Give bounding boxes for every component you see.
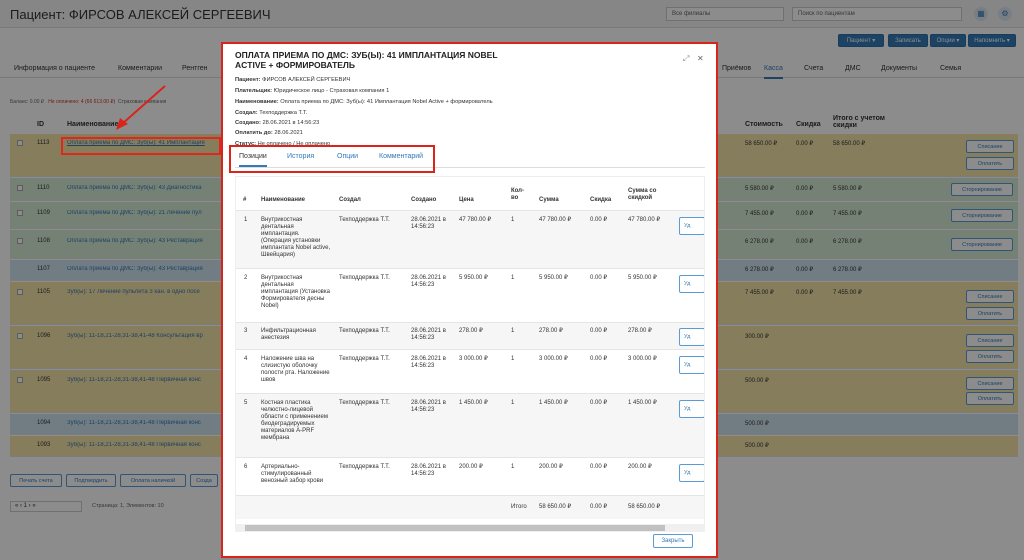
row-discount: 0.00 ₽ xyxy=(796,186,814,192)
row-cost: 300.00 ₽ xyxy=(745,334,769,340)
row-name-link[interactable]: Зуб(ы): 11-18,21-28,31-38,41-48 Первичная конс xyxy=(67,377,201,383)
balance-text: Баланс: 0.00 ₽ xyxy=(10,99,45,105)
row-cost: 6 278.00 ₽ xyxy=(745,267,774,273)
pay-button[interactable]: Оплатить xyxy=(966,350,1014,363)
writeoff-button[interactable]: Списание xyxy=(966,140,1014,153)
pagination[interactable]: « ‹ 1 › » xyxy=(10,501,82,512)
totals-row xyxy=(236,495,705,519)
info-payer: Плательщик: Юридическое лицо - Страховая компания 1 xyxy=(235,88,390,94)
tab-visits[interactable]: Приёмов xyxy=(722,65,752,72)
col-discount: Скидка xyxy=(796,121,821,128)
row-id: 1094 xyxy=(37,420,51,426)
row-name-link[interactable]: Зуб(ы): 17 Лечение пульпита 3 кан. в одно посе xyxy=(67,289,200,295)
close-icon[interactable]: ✕ xyxy=(697,54,704,63)
grid-icon[interactable]: ▦ xyxy=(974,7,988,21)
totals-label: Итого xyxy=(511,504,527,510)
patient-search-input[interactable]: Поиск по пациентам xyxy=(792,7,962,21)
highlight-tabs xyxy=(229,145,435,173)
tab-family[interactable]: Семья xyxy=(940,65,962,72)
storno-button[interactable]: Сторнирование xyxy=(951,238,1013,251)
branch-select[interactable]: Все филиалы xyxy=(666,7,784,21)
tab-xray[interactable]: Рентген xyxy=(182,65,208,72)
table-row: 4 Наложение шва на слизистую оболочку полости рта. Наложение швов Техподдержка Т.Т. 28.06.2021 в 14:56:23 3 000.00 ₽ 1 3 000.00 ₽ 0.00 ₽ 3 000.00 ₽ Уд xyxy=(236,349,705,393)
pay-button[interactable]: Оплатить xyxy=(966,307,1014,320)
delete-button[interactable]: Уд xyxy=(679,328,705,346)
row-id: 1105 xyxy=(37,289,50,295)
col-created: Создано xyxy=(411,197,437,203)
tab-options[interactable]: Опции xyxy=(337,153,359,160)
table-row: 3 Инфильтрационная анестезия Техподдержка Т.Т. 28.06.2021 в 14:56:23 278.00 ₽ 1 278.00 ₽ 0.00 ₽ 278.00 ₽ Уд xyxy=(236,322,705,349)
expand-icon[interactable]: ⤢ xyxy=(683,54,690,63)
table-row: 2 Внутрикостная дентальная имплантация (Установка Формирователя десны Nobel) Техподдержка Т.Т. 28.06.2021 в 14:56:23 5 950.00 ₽ 1 5 950.00 ₽ 0.00 ₽ 5 950.00 ₽ Уд xyxy=(236,268,705,322)
delete-button[interactable]: Уд xyxy=(679,217,705,235)
row-cost: 5 580.00 ₽ xyxy=(745,186,774,192)
delete-button[interactable]: Уд xyxy=(679,356,705,374)
totals-sum: 58 650.00 ₽ xyxy=(539,504,572,510)
table-row: 1 Внутрикостная дентальная имплантация. (Операция установки имплантата Nobel active, Швейцария) Техподдержка Т.Т. 28.06.2021 в 14:56:23 47 780.00 ₽ 1 47 780.00 ₽ 0.00 ₽ 47 780.00 ₽ Уд xyxy=(236,210,705,268)
tab-patient-info[interactable]: Информация о пациенте xyxy=(14,65,96,72)
row-name-link[interactable]: Оплата приема по ДМС: Зуб(ы): 43 Реставрация xyxy=(67,266,203,272)
row-discount: 0.00 ₽ xyxy=(796,211,814,217)
row-total: 6 278.00 ₽ xyxy=(833,239,862,245)
horizontal-scrollbar[interactable] xyxy=(235,524,705,532)
row-id: 1109 xyxy=(37,210,50,216)
row-discount: 0.00 ₽ xyxy=(796,141,814,147)
col-qty: Кол-во xyxy=(511,188,524,201)
totals-disc: 0.00 ₽ xyxy=(590,504,608,510)
writeoff-button[interactable]: Списание xyxy=(966,377,1014,390)
tab-invoices[interactable]: Счета xyxy=(804,65,824,72)
row-id: 1113 xyxy=(37,140,50,146)
delete-button[interactable]: Уд xyxy=(679,275,705,293)
tab-cashbox[interactable]: Касса xyxy=(764,65,783,79)
col-creator: Создал xyxy=(339,197,361,203)
row-cost: 500.00 ₽ xyxy=(745,378,769,384)
row-cost: 500.00 ₽ xyxy=(745,421,769,427)
col-sum: Сумма xyxy=(539,197,559,203)
tab-comments[interactable]: Комментарии xyxy=(118,65,163,72)
row-cost: 7 455.00 ₽ xyxy=(745,211,774,217)
row-total: 58 650.00 ₽ xyxy=(833,141,866,147)
tab-positions[interactable]: Позиции xyxy=(239,153,267,167)
row-name-link[interactable]: Зуб(ы): 11-18,21-28,31-38,41-48 Первичная конс xyxy=(67,420,201,426)
tab-history[interactable]: История xyxy=(287,153,315,160)
gear-icon[interactable]: ⚙ xyxy=(998,7,1012,21)
pay-button[interactable]: Оплатить xyxy=(966,157,1014,170)
col-name: Наименование xyxy=(261,197,306,203)
row-id: 1110 xyxy=(37,185,50,191)
col-n: # xyxy=(243,197,247,203)
col-price: Цена xyxy=(459,197,474,203)
col-sumdisc: Сумма со скидкой xyxy=(628,188,657,201)
record-button[interactable]: Записать xyxy=(888,34,928,47)
col-name: Наименование xyxy=(67,121,119,128)
info-due: Оплатить до: 28.06.2021 xyxy=(235,130,303,136)
row-total: 5 580.00 ₽ xyxy=(833,186,862,192)
row-name-link[interactable]: Оплата приема по ДМС: Зуб(ы): 21 Лечение пул xyxy=(67,210,202,216)
writeoff-button[interactable]: Списание xyxy=(966,334,1014,347)
tab-dms[interactable]: ДМС xyxy=(845,65,861,72)
info-creator: Создал: Техподдержка Т.Т. xyxy=(235,110,308,116)
patient-title: Пациент: ФИРСОВ АЛЕКСЕЙ СЕРГЕЕВИЧ xyxy=(10,7,271,22)
positions-table xyxy=(235,176,705,526)
tab-documents[interactable]: Документы xyxy=(881,65,918,72)
cash-pay-button[interactable]: Оплата наличкой xyxy=(120,474,186,487)
delete-button[interactable]: Уд xyxy=(679,464,705,482)
row-name-link[interactable]: Зуб(ы): 11-18,21-28,31-38,41-48 Первичная конс xyxy=(67,442,201,448)
row-name-link[interactable]: Зуб(ы): 11-18,21-28,31-38,41-48 Консультация вр xyxy=(67,333,203,339)
col-cost: Стоимость xyxy=(745,121,783,128)
row-total: 6 278.00 ₽ xyxy=(833,267,862,273)
table-row: 6 Артериально-стимулированный венозный забор крови Техподдержка Т.Т. 28.06.2021 в 14:56:23 200.00 ₽ 1 200.00 ₽ 0.00 ₽ 200.00 ₽ Уд xyxy=(236,457,705,495)
totals-sumdisc: 58 650.00 ₽ xyxy=(628,504,661,510)
scrollbar-thumb[interactable] xyxy=(245,525,665,531)
row-total: 7 455.00 ₽ xyxy=(833,211,862,217)
print-invoice-button[interactable]: Печать счета xyxy=(10,474,62,487)
unpaid-text: Не оплачено: 4 (66 613.00 ₽) xyxy=(48,99,116,105)
col-disc: Скидка xyxy=(590,197,612,203)
info-status: Статус: Не оплачено / Не оплачено xyxy=(235,141,331,147)
row-name-link[interactable]: Оплата приема по ДМС: Зуб(ы): 43 Реставрация xyxy=(67,238,203,244)
confirm-button[interactable]: Подтвердить xyxy=(66,474,116,487)
info-name: Наименование: Оплата приема по ДМС: Зуб(ы): 41 Имплантация Nobel Active + формирователь xyxy=(235,99,493,105)
remind-menu-button[interactable]: Напомнить ▾ xyxy=(968,34,1016,47)
info-created: Создано: 28.06.2021 в 14:56:23 xyxy=(235,120,320,126)
row-total: 7 455.00 ₽ xyxy=(833,290,862,296)
modal-title: ОПЛАТА ПРИЕМА ПО ДМС: ЗУБ(Ы): 41 ИМПЛАНТАЦИЯ NOBEL ACTIVE + ФОРМИРОВАТЕЛЬ xyxy=(235,50,498,70)
col-total: Итого с учетом скидки xyxy=(833,115,885,129)
row-id: 1096 xyxy=(37,333,51,339)
storno-button[interactable]: Сторнирование xyxy=(951,183,1013,196)
row-discount: 0.00 ₽ xyxy=(796,290,814,296)
row-discount: 0.00 ₽ xyxy=(796,239,814,245)
delete-button[interactable]: Уд xyxy=(679,400,705,418)
row-cost: 500.00 ₽ xyxy=(745,443,769,449)
col-id: ID xyxy=(37,121,44,128)
row-discount: 0.00 ₽ xyxy=(796,267,814,273)
pay-button[interactable]: Оплатить xyxy=(966,392,1014,405)
writeoff-button[interactable]: Списание xyxy=(966,290,1014,303)
invoice-modal xyxy=(221,42,718,558)
info-patient: Пациент: ФИРСОВ АЛЕКСЕЙ СЕРГЕЕВИЧ xyxy=(235,77,351,83)
storno-button[interactable]: Сторнирование xyxy=(951,209,1013,222)
row-id: 1095 xyxy=(37,377,51,383)
patient-menu-button[interactable]: Пациент ▾ xyxy=(838,34,884,47)
row-id: 1093 xyxy=(37,442,51,448)
row-id: 1107 xyxy=(37,266,50,272)
row-cost: 58 650.00 ₽ xyxy=(745,141,778,147)
row-name-link[interactable]: Оплата приема по ДМС: Зуб(ы): 43 Диагностика xyxy=(67,185,202,191)
create-button[interactable]: Созда xyxy=(190,474,218,487)
table-row: 5 Костная пластика челюстно-лицевой области с применением биодеградируемых материалов A-PRF мембрана Техподдержка Т.Т. 28.06.2021 в 14:56:23 1 450.00 ₽ 1 1 450.00 ₽ 0.00 ₽ 1 450.00 ₽ Уд xyxy=(236,393,705,457)
tab-comment[interactable]: Комментарий xyxy=(379,153,424,160)
highlight-row-link xyxy=(61,137,221,155)
pager-info: Страница: 1, Элементов: 10 xyxy=(92,503,164,509)
options-menu-button[interactable]: Опции ▾ xyxy=(930,34,966,47)
insurer-text: Страховая компания xyxy=(117,99,167,105)
row-cost: 7 455.00 ₽ xyxy=(745,290,774,296)
row-name-link[interactable]: Оплата приема по ДМС: Зуб(ы): 41 Имплантация xyxy=(67,140,205,146)
close-button[interactable]: Закрыть xyxy=(653,534,693,548)
row-cost: 6 278.00 ₽ xyxy=(745,239,774,245)
row-id: 1108 xyxy=(37,238,50,244)
annotation-arrow-icon xyxy=(110,82,170,132)
